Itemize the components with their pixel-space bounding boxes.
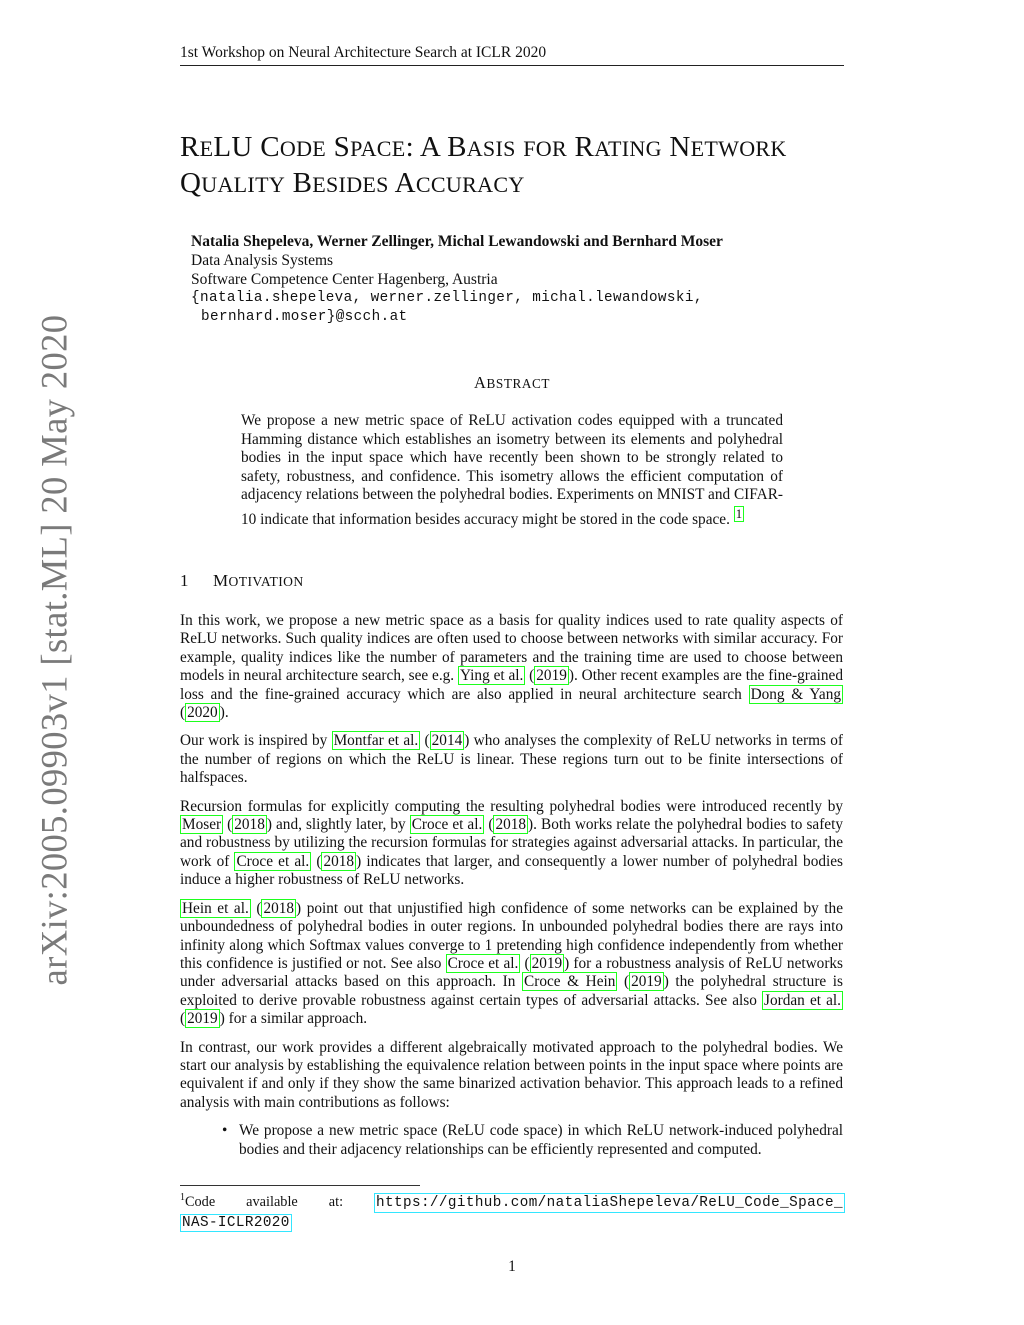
citation-year-link[interactable]: 2018 (495, 816, 527, 834)
author-emails-line-2: bernhard.moser}@scch.at (201, 309, 408, 325)
footnote-mark: 1 (180, 1192, 185, 1203)
title-word: SPACE (326, 131, 406, 163)
affiliation-institution: Software Competence Center Hagenberg, Austria (191, 271, 498, 288)
citation-link[interactable]: Croce & Hein (524, 973, 616, 991)
paragraph: In contrast, our work provides a different algebraically motivated approach to the polyhedral bodies. We start our analysis by establishing the equivalence relation between points in the input space where points are equivalent if and only if they show the same binarized activation behavior. This approach leads to a refined analysis with main contributions as follows: (180, 1038, 843, 1111)
title-line-1 (180, 130, 860, 166)
section-body (180, 612, 843, 1159)
author-names: Natalia Shepeleva, Werner Zellinger, Michal Lewandowski and Bernhard Moser (191, 233, 723, 250)
title-word: NETWORK (661, 131, 787, 163)
page-number: 1 (508, 1258, 516, 1275)
author-emails-line-1: {natalia.shepeleva, werner.zellinger, michal.lewandowski, (191, 290, 703, 306)
abstract-body: We propose a new metric space of ReLU activation codes equipped with a truncated Hamming distance which establishes an isometry between its elements and polyhedral bodies in the input space which have recently been shown to be strongly related to safety, robustness, and confidence. This isometry allows the efficient computation of adjacency relations between the polyhedral bodies. Experiments on MNIST and CIFAR-10 indicate that information besides accuracy might be stored in the code space. (241, 412, 783, 529)
citation-link[interactable]: Croce et al. (236, 852, 310, 870)
citation-link[interactable]: Croce et al. (411, 816, 483, 834)
code-url-link[interactable]: https://github.com/nataliaShepeleva/ReLU_Code_Space_ (376, 1194, 843, 1211)
paragraph: In this work, we propose a new metric space as a basis for quality indices used to rate quality aspects of ReLU networks. Such quality indices are often used to choose between networks with similar accuracy. For example, quality indices like the number of parameters and the training time are used to choose between models in neural architecture search, see e.g. Ying et al. ( 2019 ). Other recent examples are the fine-grained loss and the fine-grained accuracy which are also applied in neural architecture search Dong & Yang ( 2020 ). (180, 612, 843, 722)
title-word: FOR (523, 136, 567, 161)
citation-link[interactable]: Moser (182, 816, 222, 834)
citation-year-link[interactable]: 2019 (187, 1010, 218, 1028)
citation-year-link[interactable]: 2018 (234, 816, 265, 834)
abstract-text (241, 412, 783, 530)
running-header: 1st Workshop on Neural Architecture Search at ICLR 2020 (180, 44, 844, 66)
paragraph: Our work is inspired by Montfar et al. ( 2014 ) who analyses the complexity of ReLU networks in terms of the number of regions on which the ReLU is linear. These regions turn out to be finite intersections of halfspaces. (180, 732, 843, 787)
citation-link[interactable]: Jordan et al. (764, 991, 841, 1009)
author-block (191, 232, 841, 327)
citation-year-link[interactable]: 2020 (187, 704, 218, 722)
citation-link[interactable]: Croce et al. (447, 954, 519, 972)
footnote-link[interactable]: 1 (735, 506, 743, 521)
citation-year-link[interactable]: 2019 (536, 667, 567, 685)
title-word: RE (180, 131, 214, 163)
section-heading: 1 MOTIVATION (180, 571, 304, 590)
paragraph: Hein et al. ( 2018 ) point out that unjustified high confidence of some networks can be explained by the unboundedness of polyhedral bodies in outer regions. In unbounded polyhedral bodies there are rays into infinity along which Softmax values converge to 1 pretending high confidence independently from whether this confidence is justified or not. See also Croce et al. ( 2019 ) for a robustness analysis of ReLU networks under adversarial attacks based on this approach. In Croce & Hein ( 2019 ) the polyhedral structure is exploited to derive provable robustness against certain types of adversarial attacks. See also Jordan et al. ( 2019 ) for a similar approach. (180, 899, 844, 1028)
citation-link[interactable]: Dong & Yang (750, 685, 841, 703)
citation-year-link[interactable]: 2019 (631, 973, 662, 991)
title-word: ACCURACY (388, 167, 525, 199)
citation-link[interactable]: Montfar et al. (333, 732, 419, 750)
citation-year-link[interactable]: 2018 (323, 852, 355, 870)
title-word: QUALITY (180, 167, 286, 199)
citation-year-link[interactable]: 2019 (531, 954, 563, 972)
citation-year-link[interactable]: 2018 (263, 899, 295, 917)
title-word: : A (405, 131, 440, 163)
footnote-divider (180, 1185, 420, 1186)
title-word: BASIS (439, 131, 516, 163)
title-line-2 (180, 166, 860, 202)
title-word: BESIDES (285, 167, 389, 199)
list-item: • We propose a new metric space (ReLU code space) in which ReLU network-induced polyhedral bodies and their adjacency relationships can be efficiently represented and computed. (239, 1122, 843, 1159)
section-number: 1 (180, 571, 189, 590)
citation-link[interactable]: Hein et al. (182, 899, 249, 917)
title-word: CODE (252, 131, 327, 163)
citation-link[interactable]: Ying et al. (459, 667, 524, 685)
paper-title (180, 130, 860, 202)
footnote: $^1$Code available at: https://github.com/nataliaShepeleva/ReLU_Code_Space_ NAS-ICLR2020 (180, 1192, 843, 1231)
paragraph: Recursion formulas for explicitly computing the resulting polyhedral bodies were introduced recently by Moser ( 2018 ) and, slightly later, by Croce et al. ( 2018 ). Both works relate the polyhedral bodies to safety and robustness by utilizing the recursion formulas for strategies against adversarial attacks. In particular, the work of Croce et al. ( 2018 ) indicates that larger, and consequently a lower number of polyhedral bodies induce a higher robustness of ReLU networks. (180, 797, 843, 889)
code-url-link-continued[interactable]: NAS-ICLR2020 (182, 1214, 290, 1231)
arxiv-identifier: arXiv:2005.09903v1 [stat.ML] 20 May 2020 (33, 314, 75, 986)
affiliation-department: Data Analysis Systems (191, 252, 334, 269)
abstract-heading: ABSTRACT (473, 373, 551, 392)
citation-year-link[interactable]: 2014 (431, 732, 463, 750)
title-word: LU (213, 131, 253, 163)
title-word: RATING (567, 131, 662, 163)
